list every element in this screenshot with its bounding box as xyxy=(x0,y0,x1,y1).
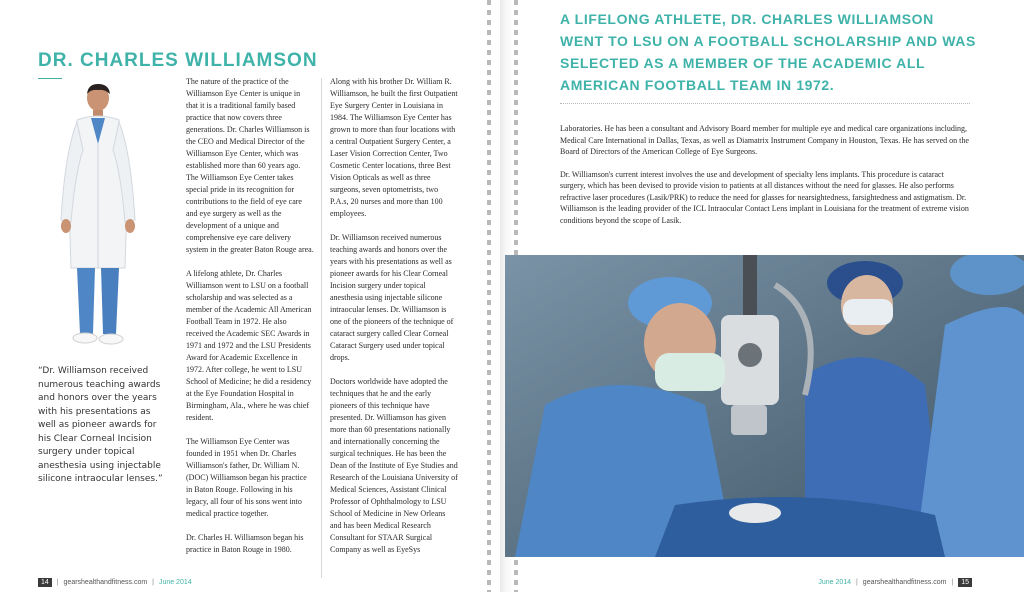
callout-heading: A LIFELONG ATHLETE, DR. CHARLES WILLIAMSON WENT TO LSU ON A FOOTBALL SCHOLARSHIP AND WAS SELECTED AS A MEMBER OF THE ACADEMIC ALL AMERICAN FOOTBALL TEAM IN 1972. xyxy=(560,11,976,93)
paragraph: The nature of the practice of the Williamson Eye Center is unique in that it is a traditional family based practice that now covers three generations. Dr. Charles Williamson is the CEO and Medical Director of the Williamson Eye Center, which was established more than 60 years ago. The Williamson Eye Center takes special pride in its recognition for contributions to the field of eye care and eye surgery as well as the development of a unique and comprehensive eye care delivery system in the greater Baton Rouge area. xyxy=(186,77,314,254)
footer-month: June 2014 xyxy=(158,579,192,586)
binding-stitch xyxy=(487,0,491,592)
page-number: 14 xyxy=(38,578,52,587)
page-number: 15 xyxy=(958,578,972,587)
page-footer: 14 | gearshealthandfitness.com | June 2014 xyxy=(38,578,192,587)
paragraph: Dr. Charles H. Williamson began his practice in Baton Rouge in 1980. xyxy=(186,533,304,554)
paragraph: Dr. Williamson's current interest involves the use and development of specialty lens implants. This procedure is cataract surgery, which has been devised to provide vision to patients at all distances without the need for glasses. He also performs refractive laser procedures (Lasik/PRK) to reduce the need for glasses for nearsightedness, farsightedness and astigmatism. Dr. Williamson is the leading provider of the ICL Intraocular Contact Lens implant in Louisiana for the treatment of extreme vision conditions beyond the scope of Lasik. xyxy=(560,169,969,225)
paragraph: Laboratories. He has been a consultant and Advisory Board member for multiple eye and medical care organizations including, Medical Care International in Dallas, Texas, as well as Diamatrix Instrument Company in Houston, Texas. He has served on the Board of Directors of the American College of Eye Surgeons. xyxy=(560,124,969,156)
article-column-2 xyxy=(330,76,458,568)
surgery-photo xyxy=(505,255,1024,557)
footer-site: gearshealthandfitness.com xyxy=(862,579,947,586)
footer-month: June 2014 xyxy=(818,579,852,586)
paragraph: The Williamson Eye Center was founded in 1951 when Dr. Charles Williamson's father, Dr. William N. (DOC) Williamson began his practice in Baton Rouge. Following in his legacy, all four of his sons went into medical practice together. xyxy=(186,437,307,518)
paragraph: Along with his brother Dr. William R. Williamson, he built the first Outpatient Eye Surgery Center in Louisiana in 1984. The Williamson Eye Center has grown to more than four locations with a central Outpatient Surgery Center, a Laser Vision Correction Center, Two Cosmetic Center locations, three Best Vision Opticals as well as three surgeons, seven optometrists, two P.A.s, 20 nurses and more than 100 employees. xyxy=(330,77,458,218)
column-divider xyxy=(321,78,322,578)
callout-divider xyxy=(560,103,970,104)
doctor-portrait-photo xyxy=(55,82,145,357)
heading-rule xyxy=(38,78,62,79)
left-page xyxy=(0,0,500,592)
footer-site: gearshealthandfitness.com xyxy=(63,579,148,586)
pull-quote: “Dr. Williamson received numerous teaching awards and honors over the years with his presentations as well as pioneer awards for his Clear Corneal Incision surgery under topical anesthesia using injectable silicone intraocular lenses.” xyxy=(38,366,163,484)
paragraph: Dr. Williamson received numerous teaching awards and honors over the years with his presentations as well as pioneer awards for his Clear Corneal Incision surgery under topical anesthesia using injectable silicone intraocular lenses. Dr. Williamson is one of the pioneers of the technique of cataract surgery called Clear Corneal Cataract Surgery used under topical drops. xyxy=(330,233,454,362)
article-body-right xyxy=(560,123,970,237)
paragraph: A lifelong athlete, Dr. Charles Williamson went to LSU on a football scholarship and was selected as a member of the Academic All American Football Team in 1972. He also received the Academic SEC Awards in 1971 and 1972 and the LSU Presidents Award for Academic Excellence in 1972. After college, he went to LSU School of Medicine; he did a residency at the Eye Foundation Hospital in Birmingham, Ala., where he was chief resident. xyxy=(186,269,312,422)
paragraph: Doctors worldwide have adopted the techniques that he and the early pioneers of this technique have presented. Dr. Williamson has given more than 60 presentations nationally and internationally concerning the surgical techniques. He has been the Dean of the Institute of Eye Studies and Research of the Louisiana University of Medical Sciences, Assistant Clinical Professor of Ophthalmology to LSU School of Medicine in New Orleans and has been Medical Research Consultant for STAAR Surgical Company as well as EyeSys xyxy=(330,377,458,554)
page-title: DR. CHARLES WILLIAMSON xyxy=(38,50,318,71)
page-footer: June 2014 | gearshealthandfitness.com | 15 xyxy=(818,578,972,587)
article-column-1 xyxy=(186,76,314,568)
